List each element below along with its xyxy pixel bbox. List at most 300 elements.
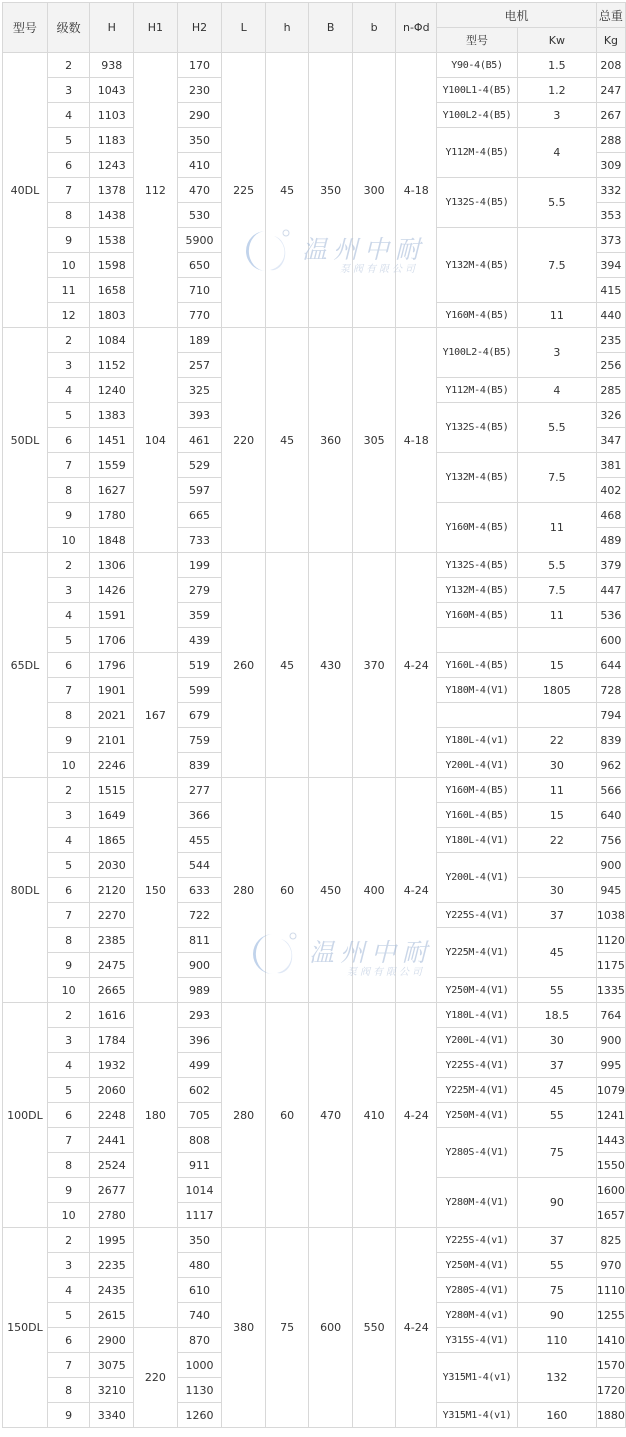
H-cell: 2060 [90, 1078, 134, 1103]
motor-model-cell: Y100L2-4(B5) [437, 103, 518, 128]
weight-cell: 447 [596, 578, 625, 603]
H2-cell: 1260 [177, 1403, 222, 1428]
model-cell: 50DL [3, 328, 48, 553]
H2-cell: 650 [177, 253, 222, 278]
n-phi-d-cell: 4-24 [396, 778, 437, 1003]
stage-cell: 6 [47, 1328, 90, 1353]
H2-cell: 277 [177, 778, 222, 803]
n-phi-d-cell: 4-24 [396, 1003, 437, 1228]
weight-cell: 728 [596, 678, 625, 703]
stage-cell: 6 [47, 653, 90, 678]
table-row [3, 1228, 626, 1253]
H-cell: 1152 [90, 353, 134, 378]
H2-cell: 599 [177, 678, 222, 703]
stage-cell: 3 [47, 578, 90, 603]
motor-kw-cell: 75 [517, 1278, 596, 1303]
L-cell: 280 [222, 1003, 266, 1228]
weight-cell: 1880 [596, 1403, 625, 1428]
table-row [3, 328, 626, 353]
stage-cell: 9 [47, 228, 90, 253]
H2-cell: 770 [177, 303, 222, 328]
weight-cell: 900 [596, 1028, 625, 1053]
motor-model-cell: Y132S-4(B5) [437, 553, 518, 578]
pump-spec-table [2, 2, 626, 1428]
weight-cell: 373 [596, 228, 625, 253]
motor-model-cell: Y132S-4(B5) [437, 178, 518, 228]
model-cell: 100DL [3, 1003, 48, 1228]
H2-cell: 530 [177, 203, 222, 228]
weight-cell: 945 [596, 878, 625, 903]
weight-cell: 764 [596, 1003, 625, 1028]
H-cell: 1559 [90, 453, 134, 478]
stage-cell: 5 [47, 128, 90, 153]
stage-cell: 2 [47, 1003, 90, 1028]
weight-cell: 1241 [596, 1103, 625, 1128]
H1-cell [134, 1228, 178, 1328]
motor-model-cell: Y100L1-4(B5) [437, 78, 518, 103]
H2-cell: 199 [177, 553, 222, 578]
stage-cell: 4 [47, 378, 90, 403]
stage-cell: 11 [47, 278, 90, 303]
stage-cell: 8 [47, 203, 90, 228]
weight-cell: 995 [596, 1053, 625, 1078]
motor-model-cell: Y315M1-4(v1) [437, 1353, 518, 1403]
weight-cell: 285 [596, 378, 625, 403]
motor-kw-cell: 1.2 [517, 78, 596, 103]
b-cell: 550 [352, 1228, 396, 1428]
H-cell: 3075 [90, 1353, 134, 1378]
H1-cell: 112 [134, 53, 178, 328]
header-L: L [222, 3, 266, 53]
motor-kw-cell: 37 [517, 1053, 596, 1078]
H-cell: 1084 [90, 328, 134, 353]
H-cell: 1538 [90, 228, 134, 253]
H-cell: 2235 [90, 1253, 134, 1278]
motor-kw-cell: 90 [517, 1178, 596, 1228]
watermark-subtext: 泵阀有限公司 [340, 264, 418, 275]
motor-kw-cell: 3 [517, 103, 596, 128]
table-row [3, 553, 626, 578]
motor-model-cell: Y100L2-4(B5) [437, 328, 518, 378]
H-cell: 1901 [90, 678, 134, 703]
H-cell: 3340 [90, 1403, 134, 1428]
motor-kw-cell: 5.5 [517, 553, 596, 578]
H-cell: 2101 [90, 728, 134, 753]
header-H: H [90, 3, 134, 53]
b-cell: 400 [352, 778, 396, 1003]
table-row [3, 53, 626, 78]
motor-model-cell: Y280M-4(v1) [437, 1303, 518, 1328]
stage-cell: 5 [47, 403, 90, 428]
H2-cell: 499 [177, 1053, 222, 1078]
motor-model-cell: Y160L-4(B5) [437, 653, 518, 678]
H2-cell: 5900 [177, 228, 222, 253]
weight-cell: 208 [596, 53, 625, 78]
motor-kw-cell: 55 [517, 1253, 596, 1278]
stage-cell: 3 [47, 803, 90, 828]
weight-cell: 353 [596, 203, 625, 228]
stage-cell: 9 [47, 728, 90, 753]
weight-cell: 644 [596, 653, 625, 678]
stage-cell: 2 [47, 1228, 90, 1253]
weight-cell: 1410 [596, 1328, 625, 1353]
H2-cell: 710 [177, 278, 222, 303]
motor-model-cell: Y112M-4(B5) [437, 128, 518, 178]
motor-kw-cell: 15 [517, 653, 596, 678]
motor-kw-cell: 55 [517, 978, 596, 1003]
header-n-phi-d: n-Φd [396, 3, 437, 53]
H2-cell: 740 [177, 1303, 222, 1328]
weight-cell: 970 [596, 1253, 625, 1278]
H-cell: 1591 [90, 603, 134, 628]
H-cell: 1183 [90, 128, 134, 153]
H2-cell: 911 [177, 1153, 222, 1178]
header-model: 型号 [3, 3, 48, 53]
stage-cell: 5 [47, 628, 90, 653]
header-stages: 级数 [47, 3, 90, 53]
motor-model-cell: Y225M-4(V1) [437, 928, 518, 978]
H-cell: 2441 [90, 1128, 134, 1153]
H2-cell: 1000 [177, 1353, 222, 1378]
motor-model-cell: Y160M-4(B5) [437, 778, 518, 803]
H2-cell: 470 [177, 178, 222, 203]
motor-kw-cell: 4 [517, 128, 596, 178]
b-cell: 410 [352, 1003, 396, 1228]
stage-cell: 5 [47, 1078, 90, 1103]
L-cell: 225 [222, 53, 266, 328]
weight-cell: 839 [596, 728, 625, 753]
motor-kw-cell: 3 [517, 328, 596, 378]
H2-cell: 189 [177, 328, 222, 353]
stage-cell: 3 [47, 78, 90, 103]
motor-kw-cell: 45 [517, 928, 596, 978]
H-cell: 1995 [90, 1228, 134, 1253]
H2-cell: 679 [177, 703, 222, 728]
stage-cell: 8 [47, 1378, 90, 1403]
motor-kw-cell: 11 [517, 303, 596, 328]
H2-cell: 1117 [177, 1203, 222, 1228]
B-cell: 450 [309, 778, 353, 1003]
motor-model-cell: Y250M-4(V1) [437, 1253, 518, 1278]
stage-cell: 5 [47, 853, 90, 878]
H2-cell: 279 [177, 578, 222, 603]
stage-cell: 8 [47, 703, 90, 728]
header-H2: H2 [177, 3, 222, 53]
h-cell: 45 [265, 553, 308, 778]
weight-cell: 1600 [596, 1178, 625, 1203]
H2-cell: 597 [177, 478, 222, 503]
H-cell: 2475 [90, 953, 134, 978]
motor-model-cell: Y180L-4(v1) [437, 728, 518, 753]
weight-cell: 1550 [596, 1153, 625, 1178]
weight-cell: 640 [596, 803, 625, 828]
motor-model-cell [437, 628, 518, 653]
header-h: h [265, 3, 308, 53]
H2-cell: 350 [177, 1228, 222, 1253]
motor-kw-cell: 22 [517, 828, 596, 853]
H2-cell: 529 [177, 453, 222, 478]
header-B: B [309, 3, 353, 53]
weight-cell: 381 [596, 453, 625, 478]
motor-model-cell: Y315S-4(V1) [437, 1328, 518, 1353]
H2-cell: 455 [177, 828, 222, 853]
weight-cell: 235 [596, 328, 625, 353]
H2-cell: 665 [177, 503, 222, 528]
stage-cell: 12 [47, 303, 90, 328]
H-cell: 1598 [90, 253, 134, 278]
stage-cell: 2 [47, 53, 90, 78]
H2-cell: 366 [177, 803, 222, 828]
stage-cell: 4 [47, 603, 90, 628]
B-cell: 350 [309, 53, 353, 328]
H-cell: 1627 [90, 478, 134, 503]
b-cell: 305 [352, 328, 396, 553]
H1-cell [134, 553, 178, 653]
H-cell: 1796 [90, 653, 134, 678]
model-cell: 40DL [3, 53, 48, 328]
weight-cell: 267 [596, 103, 625, 128]
weight-cell: 468 [596, 503, 625, 528]
h-cell: 75 [265, 1228, 308, 1428]
H-cell: 2677 [90, 1178, 134, 1203]
H-cell: 1438 [90, 203, 134, 228]
H-cell: 2435 [90, 1278, 134, 1303]
H2-cell: 900 [177, 953, 222, 978]
motor-kw-cell: 75 [517, 1128, 596, 1178]
stage-cell: 2 [47, 778, 90, 803]
stage-cell: 6 [47, 878, 90, 903]
motor-model-cell: Y160L-4(B5) [437, 803, 518, 828]
n-phi-d-cell: 4-18 [396, 328, 437, 553]
motor-kw-cell [517, 853, 596, 878]
motor-kw-cell: 30 [517, 753, 596, 778]
stage-cell: 7 [47, 1128, 90, 1153]
H-cell: 1865 [90, 828, 134, 853]
H1-cell: 167 [134, 653, 178, 778]
H2-cell: 350 [177, 128, 222, 153]
h-cell: 60 [265, 778, 308, 1003]
L-cell: 220 [222, 328, 266, 553]
weight-cell: 440 [596, 303, 625, 328]
H2-cell: 870 [177, 1328, 222, 1353]
stage-cell: 5 [47, 1303, 90, 1328]
weight-cell: 326 [596, 403, 625, 428]
motor-model-cell: Y250M-4(V1) [437, 1103, 518, 1128]
motor-model-cell: Y225S-4(V1) [437, 903, 518, 928]
H2-cell: 839 [177, 753, 222, 778]
watermark-text: 温州中耐 [309, 938, 434, 967]
H2-cell: 633 [177, 878, 222, 903]
h-cell: 45 [265, 328, 308, 553]
model-cell: 150DL [3, 1228, 48, 1428]
H-cell: 1240 [90, 378, 134, 403]
H2-cell: 519 [177, 653, 222, 678]
motor-kw-cell: 30 [517, 1028, 596, 1053]
motor-model-cell: Y160M-4(B5) [437, 603, 518, 628]
motor-kw-cell: 11 [517, 603, 596, 628]
H-cell: 3210 [90, 1378, 134, 1403]
stage-cell: 7 [47, 178, 90, 203]
stage-cell: 9 [47, 503, 90, 528]
motor-kw-cell: 15 [517, 803, 596, 828]
H-cell: 1306 [90, 553, 134, 578]
stage-cell: 4 [47, 1278, 90, 1303]
stage-cell: 7 [47, 678, 90, 703]
H2-cell: 705 [177, 1103, 222, 1128]
L-cell: 280 [222, 778, 266, 1003]
H1-cell: 220 [134, 1328, 178, 1428]
header-b: b [352, 3, 396, 53]
weight-cell: 402 [596, 478, 625, 503]
motor-kw-cell [517, 628, 596, 653]
stage-cell: 10 [47, 528, 90, 553]
B-cell: 470 [309, 1003, 353, 1228]
motor-model-cell: Y160M-4(B5) [437, 503, 518, 553]
stage-cell: 9 [47, 1178, 90, 1203]
H-cell: 1383 [90, 403, 134, 428]
H-cell: 2030 [90, 853, 134, 878]
B-cell: 430 [309, 553, 353, 778]
weight-cell: 1038 [596, 903, 625, 928]
weight-cell: 1175 [596, 953, 625, 978]
motor-model-cell: Y225S-4(V1) [437, 1053, 518, 1078]
motor-model-cell: Y90-4(B5) [437, 53, 518, 78]
H-cell: 2021 [90, 703, 134, 728]
motor-kw-cell: 7.5 [517, 228, 596, 303]
H-cell: 2120 [90, 878, 134, 903]
L-cell: 380 [222, 1228, 266, 1428]
motor-kw-cell: 7.5 [517, 453, 596, 503]
H2-cell: 410 [177, 153, 222, 178]
motor-model-cell: Y280M-4(V1) [437, 1178, 518, 1228]
weight-cell: 1110 [596, 1278, 625, 1303]
motor-model-cell: Y132M-4(B5) [437, 453, 518, 503]
H-cell: 1803 [90, 303, 134, 328]
stage-cell: 2 [47, 328, 90, 353]
H-cell: 1848 [90, 528, 134, 553]
motor-kw-cell: 4 [517, 378, 596, 403]
motor-model-cell: Y160M-4(B5) [437, 303, 518, 328]
stage-cell: 4 [47, 1053, 90, 1078]
weight-cell: 900 [596, 853, 625, 878]
stage-cell: 6 [47, 428, 90, 453]
motor-kw-cell: 1805 [517, 678, 596, 703]
weight-cell: 1720 [596, 1378, 625, 1403]
H2-cell: 170 [177, 53, 222, 78]
motor-kw-cell: 55 [517, 1103, 596, 1128]
weight-cell: 536 [596, 603, 625, 628]
H-cell: 2524 [90, 1153, 134, 1178]
H2-cell: 544 [177, 853, 222, 878]
weight-cell: 1570 [596, 1353, 625, 1378]
H-cell: 2270 [90, 903, 134, 928]
H-cell: 1932 [90, 1053, 134, 1078]
H2-cell: 610 [177, 1278, 222, 1303]
motor-kw-cell: 30 [517, 878, 596, 903]
H2-cell: 480 [177, 1253, 222, 1278]
header-H1: H1 [134, 3, 178, 53]
H2-cell: 290 [177, 103, 222, 128]
weight-cell: 1335 [596, 978, 625, 1003]
motor-kw-cell: 37 [517, 903, 596, 928]
motor-model-cell: Y112M-4(B5) [437, 378, 518, 403]
H-cell: 938 [90, 53, 134, 78]
table-row [3, 778, 626, 803]
motor-kw-cell: 45 [517, 1078, 596, 1103]
motor-kw-cell: 110 [517, 1328, 596, 1353]
motor-kw-cell: 22 [517, 728, 596, 753]
H-cell: 1426 [90, 578, 134, 603]
motor-model-cell [437, 703, 518, 728]
H2-cell: 1130 [177, 1378, 222, 1403]
motor-kw-cell: 5.5 [517, 403, 596, 453]
weight-cell: 394 [596, 253, 625, 278]
stage-cell: 6 [47, 1103, 90, 1128]
weight-cell: 1255 [596, 1303, 625, 1328]
motor-kw-cell: 160 [517, 1403, 596, 1428]
H-cell: 1784 [90, 1028, 134, 1053]
H-cell: 1243 [90, 153, 134, 178]
H2-cell: 393 [177, 403, 222, 428]
H-cell: 1649 [90, 803, 134, 828]
stage-cell: 4 [47, 828, 90, 853]
H2-cell: 733 [177, 528, 222, 553]
weight-cell: 794 [596, 703, 625, 728]
motor-kw-cell: 90 [517, 1303, 596, 1328]
motor-model-cell: Y200L-4(V1) [437, 853, 518, 903]
motor-model-cell: Y280S-4(V1) [437, 1278, 518, 1303]
H2-cell: 602 [177, 1078, 222, 1103]
H2-cell: 461 [177, 428, 222, 453]
weight-cell: 347 [596, 428, 625, 453]
weight-cell: 1079 [596, 1078, 625, 1103]
weight-cell: 600 [596, 628, 625, 653]
stage-cell: 8 [47, 1153, 90, 1178]
weight-cell: 1443 [596, 1128, 625, 1153]
motor-model-cell: Y200L-4(V1) [437, 1028, 518, 1053]
motor-model-cell: Y250M-4(V1) [437, 978, 518, 1003]
stage-cell: 6 [47, 153, 90, 178]
stage-cell: 10 [47, 253, 90, 278]
motor-kw-cell: 1.5 [517, 53, 596, 78]
H2-cell: 808 [177, 1128, 222, 1153]
n-phi-d-cell: 4-24 [396, 1228, 437, 1428]
n-phi-d-cell: 4-24 [396, 553, 437, 778]
model-cell: 80DL [3, 778, 48, 1003]
H-cell: 2246 [90, 753, 134, 778]
weight-cell: 756 [596, 828, 625, 853]
L-cell: 260 [222, 553, 266, 778]
stage-cell: 9 [47, 953, 90, 978]
H2-cell: 293 [177, 1003, 222, 1028]
motor-kw-cell: 11 [517, 503, 596, 553]
b-cell: 300 [352, 53, 396, 328]
H-cell: 1043 [90, 78, 134, 103]
weight-cell: 309 [596, 153, 625, 178]
stage-cell: 7 [47, 903, 90, 928]
H2-cell: 1014 [177, 1178, 222, 1203]
stage-cell: 4 [47, 103, 90, 128]
H-cell: 2385 [90, 928, 134, 953]
watermark-text: 温州中耐 [302, 235, 427, 264]
H2-cell: 325 [177, 378, 222, 403]
stage-cell: 10 [47, 978, 90, 1003]
weight-cell: 566 [596, 778, 625, 803]
stage-cell: 3 [47, 1253, 90, 1278]
H2-cell: 989 [177, 978, 222, 1003]
H-cell: 1616 [90, 1003, 134, 1028]
weight-cell: 288 [596, 128, 625, 153]
